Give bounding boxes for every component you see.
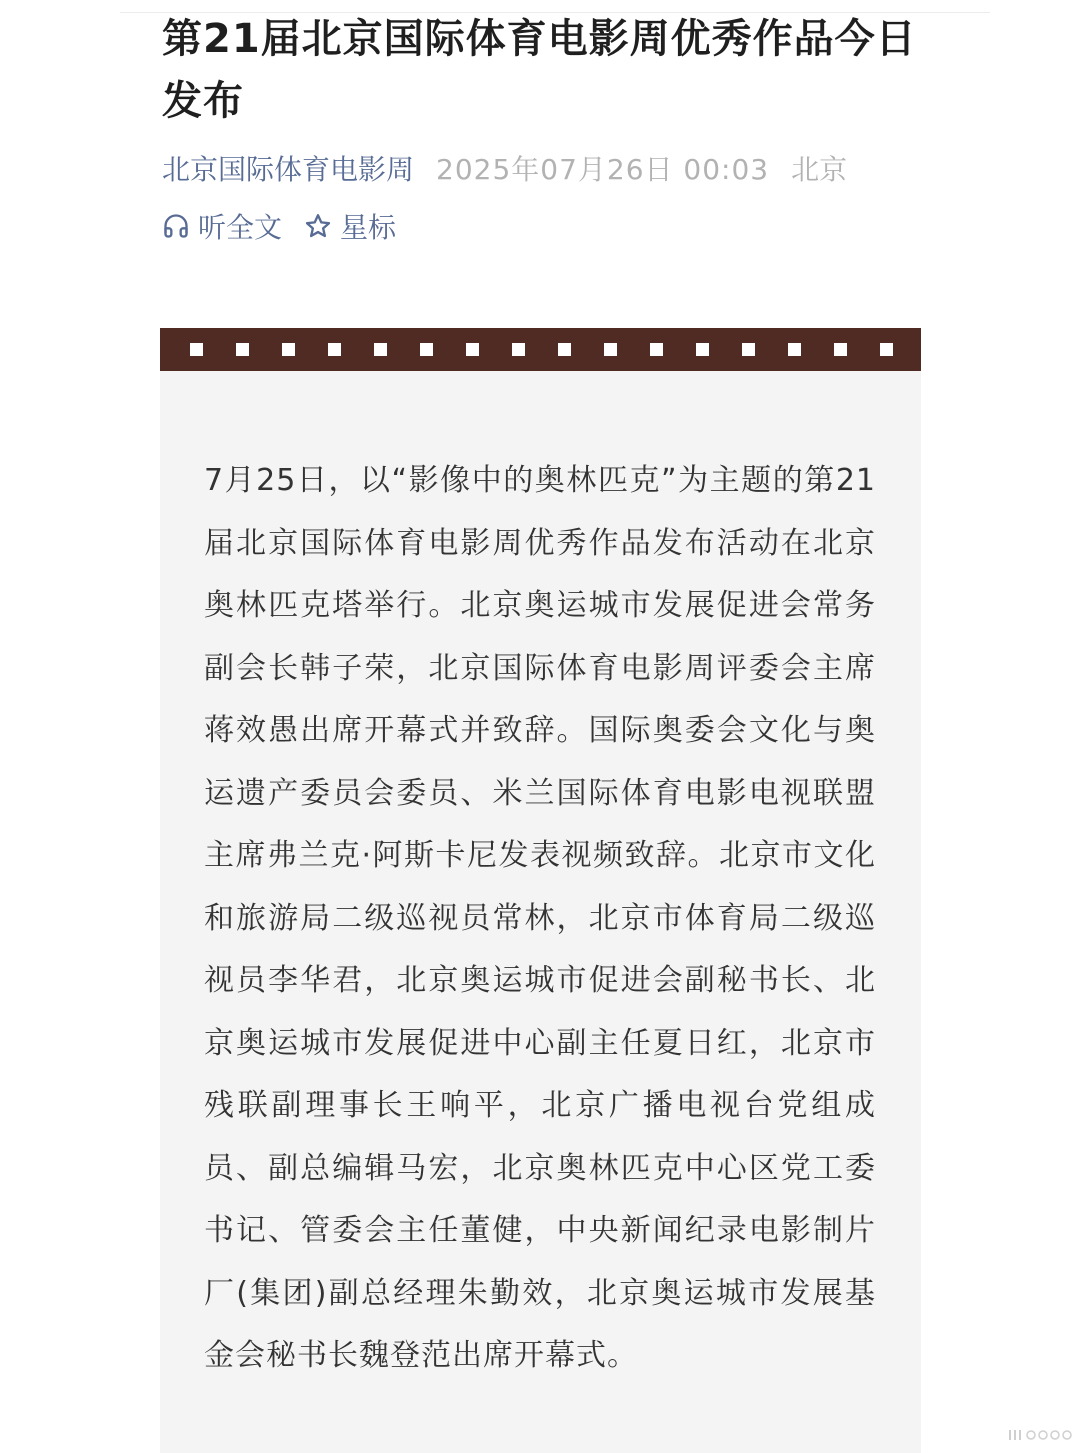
- film-sprocket: [512, 343, 525, 356]
- publish-date: 2025年07月26日 00:03: [436, 153, 770, 186]
- article-meta: [162, 148, 847, 188]
- listen-label: 听全文: [198, 211, 283, 244]
- star-label: 星标: [340, 211, 397, 244]
- film-sprocket: [236, 343, 249, 356]
- film-sprocket: [880, 343, 893, 356]
- listen-button[interactable]: [162, 206, 282, 246]
- film-sprocket: [650, 343, 663, 356]
- film-sprocket: [190, 343, 203, 356]
- star-button[interactable]: [304, 206, 396, 246]
- film-sprocket: [604, 343, 617, 356]
- article-actions: [162, 206, 418, 246]
- headphones-icon: [162, 212, 190, 240]
- film-sprocket: [788, 343, 801, 356]
- article-title: 第21届北京国际体育电影周优秀作品今日发布: [162, 16, 917, 124]
- film-strip-banner: [160, 328, 921, 371]
- article-paragraph: 7月25日，以“影像中的奥林匹克”为主题的第21届北京国际体育电影周优秀作品发布活动在北京奥林匹克塔举行。北京奥运城市发展促进会常务副会长韩子荣，北京国际体育电影周评委会主席蒋效愚出席开幕式并致辞。国际奥委会文化与奥运遗产委员会委员、米兰国际体育电影电视联盟主席弗兰克·阿斯卡尼发表视频致辞。北京市文化和旅游局二级巡视员常林，北京市体育局二级巡视员李华君，北京奥运城市促进会副秘书长、北京奥运城市发展促进中心副主任夏日红，北京市残联副理事长王响平，北京广播电视台党组成员、副总编辑马宏，北京奥林匹克中心区党工委书记、管委会主任董健，中央新闻纪录电影制片厂(集团)副总经理朱勤效，北京奥运城市发展基金会秘书长魏登范出席开幕式。: [204, 463, 876, 1373]
- film-sprocket: [558, 343, 571, 356]
- film-sprocket: [742, 343, 755, 356]
- publish-location: 北京: [791, 153, 848, 186]
- account-name-link[interactable]: 北京国际体育电影周: [162, 153, 415, 186]
- watermark-logo: [1005, 1425, 1073, 1445]
- film-sprocket: [466, 343, 479, 356]
- film-sprocket: [374, 343, 387, 356]
- film-sprocket: [328, 343, 341, 356]
- star-icon: [304, 212, 332, 240]
- film-sprocket: [696, 343, 709, 356]
- film-sprocket: [834, 343, 847, 356]
- film-sprocket: [282, 343, 295, 356]
- film-sprocket: [420, 343, 433, 356]
